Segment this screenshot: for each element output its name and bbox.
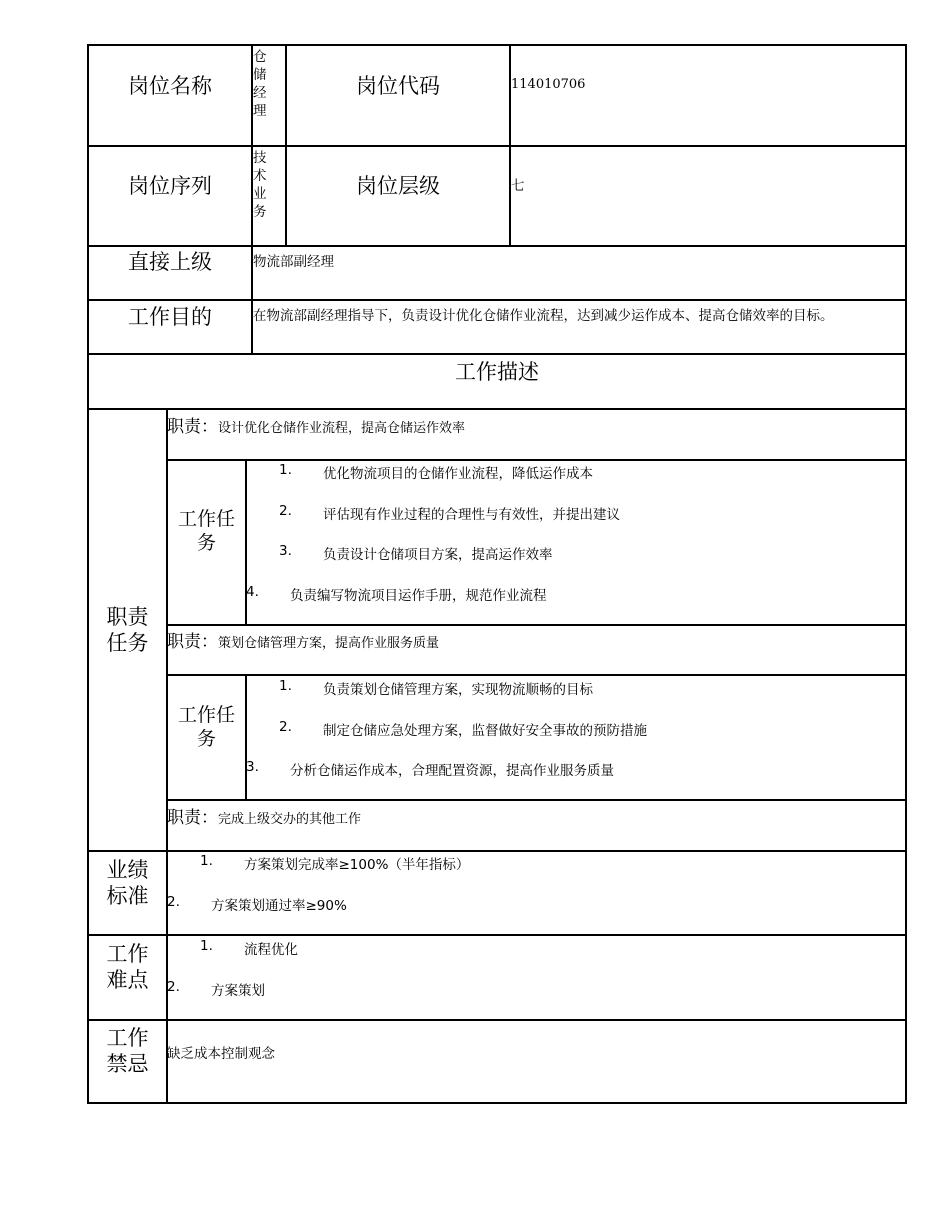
post-sequence-label: 岗位序列 [128,174,212,198]
duty-text: 策划仓储管理方案，提高作业服务质量 [218,636,440,651]
post-name-label: 岗位名称 [128,74,212,98]
task-number: 1. [279,462,292,478]
task-item: 分析仓储运作成本，合理配置资源，提高作业服务质量 [290,763,614,779]
task-number: 4. [246,584,259,600]
duties-label-text: 职责任务 [106,605,149,655]
post-level-label: 岗位层级 [356,174,440,198]
taboo-text: 缺乏成本控制观念 [167,1046,275,1062]
superior-value: 物流部副经理 [253,254,334,270]
task-number: 1. [279,678,292,694]
purpose-value: 在物流部副经理指导下，负责设计优化仓储作业流程，达到减少运作成本、提高仓储效率的目标。 [253,308,834,324]
task-item: 评估现有作业过程的合理性与有效性，并提出建议 [323,507,620,523]
duty-text: 完成上级交办的其他工作 [218,812,362,827]
difficulty-number: 1. [200,938,213,954]
difficulty-label-text: 工作难点 [106,942,149,992]
post-name-value: 仓储经理 [253,49,267,119]
task-number: 2. [279,719,292,735]
duty-1 [167,412,465,438]
row-divider [166,674,907,676]
col-divider [509,44,511,247]
table-border-right [905,44,907,1104]
duty-prefix: 职责： [167,808,218,828]
row-divider [87,934,907,936]
task-label-2 [168,676,245,778]
duty-3 [167,803,361,829]
row-divider [166,624,907,626]
purpose-label: 工作目的 [128,305,212,329]
task-number: 3. [246,759,259,775]
performance-number: 1. [200,853,213,869]
duties-label [89,410,166,850]
superior-label: 直接上级 [128,250,212,274]
task-item: 优化物流项目的仓储作业流程，降低运作成本 [323,466,593,482]
row-divider [166,799,907,801]
duty-2 [167,627,439,653]
task-label-text: 工作任务 [177,704,235,750]
task-item: 负责编写物流项目运作手册，规范作业流程 [290,588,547,604]
performance-label [89,852,166,914]
task-number: 2. [279,503,292,519]
duty-text: 设计优化仓储作业流程，提高仓储运作效率 [218,421,466,436]
col-divider [245,674,247,801]
difficulty-label [89,936,166,998]
task-number: 3. [279,543,292,559]
duty-prefix: 职责： [167,632,218,652]
description-title: 工作描述 [455,360,539,384]
taboo-label [89,1021,166,1081]
post-level-value: 七 [511,178,525,194]
performance-number: 2. [167,894,180,910]
table-border-bottom [87,1102,907,1104]
taboo-label-text: 工作禁忌 [106,1026,149,1076]
task-item: 负责策划仓储管理方案，实现物流顺畅的目标 [323,682,593,698]
task-item: 制定仓储应急处理方案，监督做好安全事故的预防措施 [323,723,647,739]
performance-item: 方案策划完成率≥100%（半年指标） [244,857,470,873]
task-label-1 [168,461,245,601]
performance-item: 方案策划通过率≥90% [211,898,347,914]
row-divider [87,408,907,410]
row-divider [166,459,907,461]
row-divider [87,850,907,852]
difficulty-number: 2. [167,979,180,995]
task-label-text: 工作任务 [177,508,235,554]
duty-prefix: 职责： [167,417,218,437]
difficulty-item: 流程优化 [244,942,298,958]
post-code-value: 114010706 [511,77,586,92]
row-divider [87,1019,907,1021]
task-item: 负责设计仓储项目方案，提高运作效率 [323,547,553,563]
difficulty-item: 方案策划 [211,983,265,999]
col-divider [245,459,247,626]
post-sequence-value: 技术业务 [253,150,267,220]
post-code-label: 岗位代码 [356,74,440,98]
performance-label-text: 业绩标准 [106,858,149,908]
